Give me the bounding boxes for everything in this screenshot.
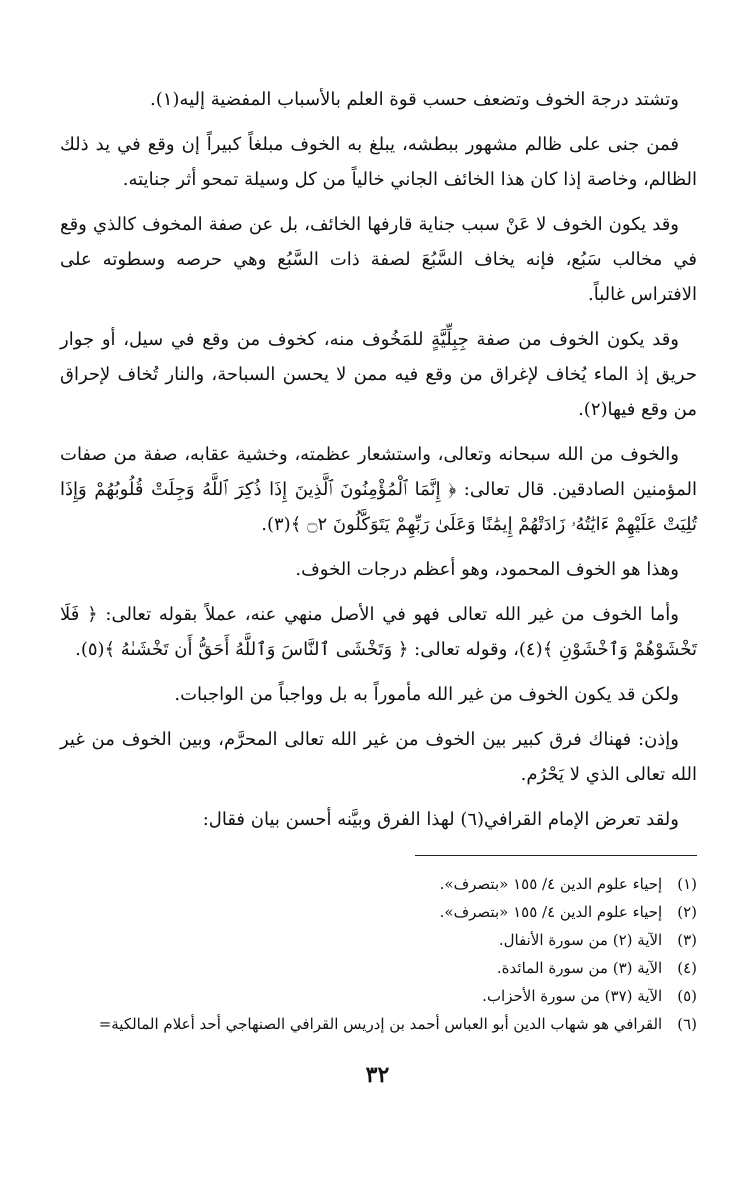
footnote bbox=[60, 926, 697, 954]
paragraph bbox=[60, 82, 697, 117]
footnote bbox=[60, 870, 697, 898]
footnote bbox=[60, 954, 697, 982]
footnote-number: (٢) bbox=[677, 903, 697, 921]
footnote bbox=[60, 898, 697, 926]
paragraph-text: وهذا هو الخوف المحمود، وهو أعظم درجات الخوف. bbox=[295, 559, 679, 580]
footnote-number: (١) bbox=[677, 875, 697, 893]
paragraph-text: وقد يكون الخوف لا عَنْ سبب جناية قارفها الخائف، بل عن صفة المخوف كالذي وقع في مخالب سَبُع، فإنه يخاف السَّبُعَ لصفة ذات السَّبُع وهي حرصه وسطوته على الافتراس غالباً. bbox=[60, 214, 697, 305]
paragraph-text: وإذن: فهناك فرق كبير بين الخوف من غير الله تعالى المحرَّم، وبين الخوف من غير الله تعالى الذي لا يَحْرُم. bbox=[60, 729, 697, 785]
paragraph-text: وأما الخوف من غير الله تعالى فهو في الأصل منهي عنه، عملاً بقوله تعالى: ﴿ فَلَا تَخْشَوْهُمْ وَٱخْشَوْنِ ﴾(٤)، وقوله تعالى: ﴿ وَتَخْشَى ٱلنَّاسَ وَٱللَّهُ أَحَقُّ أَن تَخْشَىٰهُ ﴾(٥). bbox=[60, 604, 697, 660]
paragraph-text: والخوف من الله سبحانه وتعالى، واستشعار عظمته، وخشية عقابه، صفة من صفات المؤمنين الصادقين. قال تعالى: ﴿ إِنَّمَا ٱلْمُؤْمِنُونَ ٱلَّذِينَ إِذَا ذُكِرَ ٱللَّهُ وَجِلَتْ قُلُوبُهُمْ وَإِذَا تُلِيَتْ عَلَيْهِمْ ءَايَٰتُهُۥ زَادَتْهُمْ إِيمَٰنًا وَعَلَىٰ رَبِّهِمْ يَتَوَكَّلُونَ ۝٢ ﴾(٣). bbox=[60, 444, 697, 535]
paragraph-text: وقد يكون الخوف من صفة جِبِلِّيَّةٍ للمَخُوف منه، كخوف من وقع في سيل، أو جوار حريق إذ الماء يُخاف لإغراق من وقع فيه ممن لا يحسن السباحة، والنار تُخاف لإحراق من وقع فيها(٢). bbox=[60, 329, 697, 420]
paragraph-text: وتشتد درجة الخوف وتضعف حسب قوة العلم بالأسباب المفضية إليه(١). bbox=[149, 89, 679, 110]
page-number: ٣٢ bbox=[365, 1062, 390, 1088]
footnote-divider bbox=[415, 855, 697, 856]
paragraph bbox=[60, 207, 697, 312]
footnote-number: (٥) bbox=[677, 987, 697, 1005]
footnote-text: الآية (٣٧) من سورة الأحزاب. bbox=[482, 987, 663, 1005]
footnote bbox=[60, 1010, 697, 1038]
paragraph bbox=[60, 722, 697, 792]
footnote-text: الآية (٣) من سورة المائدة. bbox=[496, 959, 663, 977]
footnote bbox=[60, 982, 697, 1010]
footnote-text: الآية (٢) من سورة الأنفال. bbox=[498, 931, 663, 949]
paragraph-text: ولكن قد يكون الخوف من غير الله مأموراً به بل وواجباً من الواجبات. bbox=[174, 684, 679, 705]
paragraph bbox=[60, 322, 697, 427]
footnote-number: (٤) bbox=[677, 959, 697, 977]
paragraph-text: فمن جنى على ظالم مشهور ببطشه، يبلغ به الخوف مبلغاً كبيراً إن وقع في يد ذلك الظالم، وخاصة إذا كان هذا الخائف الجاني خالياً من كل وسيلة تمحو أثر جنايته. bbox=[60, 134, 697, 190]
paragraph bbox=[60, 677, 697, 712]
footnote-text: إحياء علوم الدين ٤/ ١٥٥ «بتصرف». bbox=[439, 903, 663, 921]
paragraph bbox=[60, 802, 697, 837]
paragraph bbox=[60, 597, 697, 667]
paragraph bbox=[60, 127, 697, 197]
footnotes bbox=[60, 870, 697, 1038]
paragraph bbox=[60, 552, 697, 587]
paragraph bbox=[60, 437, 697, 542]
footnote-number: (٣) bbox=[677, 931, 697, 949]
footnote-text: القرافي هو شهاب الدين أبو العباس أحمد بن إدريس القرافي الصنهاجي أحد أعلام المالكية= bbox=[98, 1015, 663, 1033]
footnote-number: (٦) bbox=[677, 1015, 697, 1033]
footnote-text: إحياء علوم الدين ٤/ ١٥٥ «بتصرف». bbox=[439, 875, 663, 893]
paragraph-text: ولقد تعرض الإمام القرافي(٦) لهذا الفرق وبيَّنه أحسن بيان فقال: bbox=[202, 809, 679, 830]
